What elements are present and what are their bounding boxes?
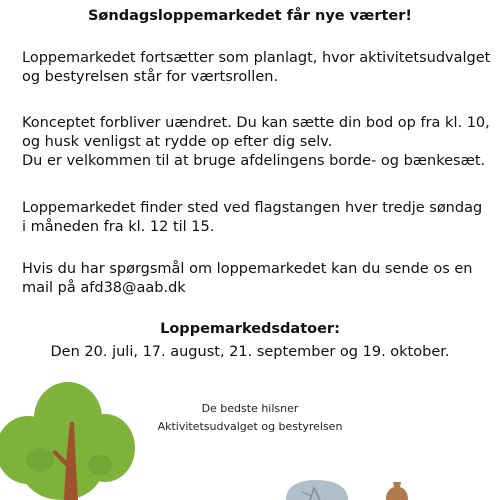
signoff-greeting: De bedste hilsner: [201, 402, 299, 415]
paragraph-location: [22, 199, 492, 237]
paragraph-line: Hvis du har spørgsmål om loppemarkedet kan du sende os en: [22, 261, 473, 277]
paragraph-hosts: [22, 49, 492, 87]
dates-line: Den 20. juli, 17. august, 21. september og 19. oktober.: [50, 344, 450, 360]
paragraph-line: Du er velkommen til at bruge afdelingens borde- og bænkesæt.: [22, 153, 486, 169]
tree-illustration-icon: [0, 380, 150, 500]
paragraph-contact: [22, 260, 492, 298]
paragraph-concept: [22, 114, 492, 171]
paragraph-line: og bestyrelsen står for værtsrollen.: [22, 69, 279, 85]
signoff-signature: Aktivitetsudvalget og bestyrelsen: [157, 420, 343, 433]
paragraph-line: Konceptet forbliver uændret. Du kan sætte din bod op fra kl. 10,: [22, 115, 490, 131]
rock-illustration-icon: [282, 478, 352, 500]
flyer-title: Søndagsloppemarkedet får nye værter!: [87, 8, 413, 24]
paragraph-line: i måneden fra kl. 12 til 15.: [22, 219, 215, 235]
paragraph-line: Loppemarkedet fortsætter som planlagt, hvor aktivitetsudvalget: [22, 50, 491, 66]
paragraph-line: Loppemarkedet finder sted ved flagstangen hver tredje søndag: [22, 200, 483, 216]
vase-illustration-icon: [384, 482, 410, 500]
paragraph-line: og husk venligst at rydde op efter dig selv.: [22, 134, 333, 150]
paragraph-line: mail på afd38@aab.dk: [22, 280, 186, 296]
dates-heading: Loppemarkedsdatoer:: [160, 321, 340, 337]
